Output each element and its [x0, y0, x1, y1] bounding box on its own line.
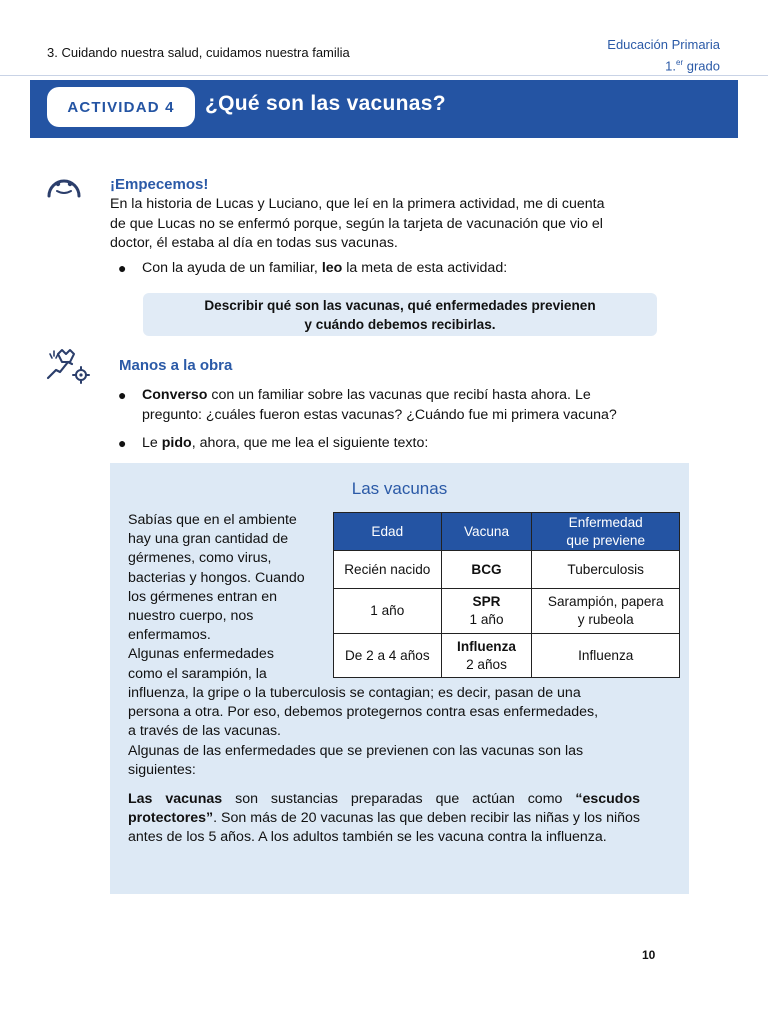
text-line: Algunas enfermedades [128, 646, 274, 663]
manos-title: Manos a la obra [119, 357, 233, 374]
text-line: enfermamos. [128, 627, 211, 644]
cell-vacuna: BCG [441, 551, 532, 589]
reading-title: Las vacunas [351, 479, 448, 498]
paragraph-line: doctor, él estaba al día en todas sus vacunas. [110, 235, 398, 251]
pido-bullet [118, 434, 428, 454]
cell-edad: 1 año [334, 589, 442, 634]
table-row [334, 634, 680, 678]
cell-edad: Recién nacido [334, 551, 442, 589]
goal-line: y cuándo debemos recibirlas. [304, 316, 496, 332]
text-line: como el sarampión, la [128, 665, 267, 682]
goal-bullet [118, 259, 507, 279]
text-line: bacterias y hongos. Cuando [128, 569, 305, 586]
text-line: Sabías que en el ambiente [128, 512, 297, 528]
vaccine-table [333, 512, 680, 678]
unit-title: 3. Cuidando nuestra salud, cuidamos nuestra familia [47, 45, 350, 60]
header-edad: Edad [334, 513, 442, 551]
activity-label: ACTIVIDAD 4 [47, 87, 195, 127]
grade-number: 1. [665, 58, 676, 74]
activity-goal-box [143, 293, 657, 336]
text-line: nuestro cuerpo, nos [128, 608, 254, 625]
education-level: Educación Primaria [607, 37, 720, 52]
activity-title: ¿Qué son las vacunas? [205, 92, 446, 115]
cell-vacuna: SPR 1 año [441, 589, 532, 634]
hands-at-work-icon [44, 348, 90, 384]
page-number: 10 [642, 948, 656, 962]
cell-enfermedad: Sarampión, papera y rubeola [532, 589, 680, 634]
cell-enfermedad: Tuberculosis [532, 551, 680, 589]
table-row [334, 551, 680, 589]
text-line: los gérmenes entran en [128, 588, 278, 605]
bullet-text: Con la ayuda de un familiar, leo la meta de esta actividad: [142, 260, 508, 276]
text-line: influenza, la gripe o la tuberculosis se contagian; es decir, pasan de una [128, 685, 581, 701]
text-line: hay una gran cantidad de [128, 531, 289, 548]
bullet-dot: ● [118, 435, 127, 451]
table-row [334, 589, 680, 634]
paragraph-line: de que Lucas no se enfermó porque, según la tarjeta de vacunación que vio el [110, 215, 603, 232]
text-line: persona a otra. Por eso, debemos protegernos contra esas enfermedades, [128, 704, 599, 721]
empecemos-paragraph [110, 195, 670, 254]
empecemos-title: ¡Empecemos! [110, 176, 209, 193]
bullet-text: Converso con un familiar sobre las vacunas que recibí hasta ahora. Le pregunto: ¿cuáles fueron estas vacunas? ¿Cuándo fue mi primera vacuna? [142, 387, 617, 423]
header-vacuna: Vacuna [441, 513, 532, 551]
header-divider [0, 75, 768, 76]
reading-side-text [128, 511, 324, 684]
bullet-text: Le pido, ahora, que me lea el siguiente texto: [142, 435, 429, 451]
vaccine-definition: Las vacunas son sustancias preparadas que actúan como “escudos protectores”. Son más de 20 vacunas las que deben recibir las niñas y los niños antes de los 5 años. A los adultos también se les vacuna contra la influenza. [128, 791, 640, 846]
cell-enfermedad: Influenza [532, 634, 680, 678]
reading-wide-text [128, 684, 648, 780]
text-line: gérmenes, como virus, [128, 550, 272, 567]
header-enfermedad: Enfermedad que previene [532, 513, 680, 551]
cell-edad: De 2 a 4 años [334, 634, 442, 678]
smiley-face-icon [46, 172, 82, 198]
paragraph-line: En la historia de Lucas y Luciano, que leí en la primera actividad, me di cuenta [110, 196, 605, 212]
grade-ordinal: er [676, 58, 684, 67]
bullet-dot: ● [118, 387, 127, 403]
cell-vacuna: Influenza 2 años [441, 634, 532, 678]
grade-info [607, 36, 720, 75]
goal-line: Describir qué son las vacunas, qué enfermedades previenen [204, 297, 596, 313]
converso-bullet [118, 386, 617, 425]
grade-word: grado [683, 58, 720, 74]
text-line: a través de las vacunas. [128, 723, 281, 740]
grade-label [607, 54, 720, 75]
bullet-dot: ● [118, 260, 127, 276]
text-line: siguientes: [128, 761, 196, 778]
table-header-row [334, 513, 680, 551]
text-line: Algunas de las enfermedades que se previenen con las vacunas son las [128, 742, 584, 759]
